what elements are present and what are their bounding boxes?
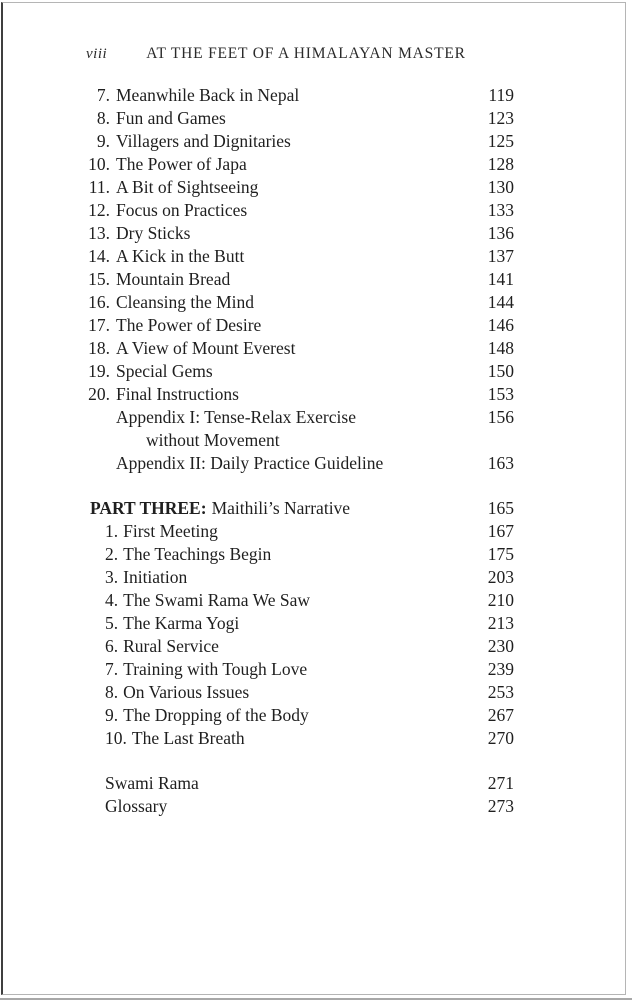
- chapter-title: Fun and Games: [116, 108, 226, 128]
- toc-entry: [84, 291, 514, 314]
- chapter-page: 210: [487, 590, 514, 610]
- toc-part-heading: [84, 497, 514, 520]
- chapter-title: Villagers and Dignitaries: [116, 131, 291, 151]
- toc-entry: [84, 84, 514, 107]
- chapter-title: A Bit of Sightseeing: [116, 177, 259, 197]
- toc-entry: [84, 268, 514, 291]
- toc-entry-appendix-1: [84, 406, 514, 429]
- appendix-title: Appendix I: Tense-Relax Exercise: [116, 407, 356, 427]
- toc-entry: [84, 658, 514, 681]
- chapter-number: 11.: [88, 177, 110, 197]
- chapter-number: 8.: [105, 682, 119, 702]
- chapter-number: 16.: [88, 292, 110, 312]
- backmatter-title: Swami Rama: [105, 773, 199, 793]
- chapter-number: 7.: [96, 85, 110, 105]
- toc-entry: [84, 635, 514, 658]
- chapter-number: 8.: [96, 108, 110, 128]
- toc-entry: [84, 153, 514, 176]
- chapter-title-text: The Last Breath: [131, 728, 245, 748]
- chapter-title: Meanwhile Back in Nepal: [116, 85, 300, 105]
- toc-entry-backmatter: [84, 772, 514, 795]
- chapter-title: [105, 566, 480, 589]
- part-title: Maithili’s Narrative: [211, 498, 351, 518]
- chapter-title: The Power of Desire: [116, 315, 262, 335]
- chapter-page: 144: [487, 292, 514, 312]
- chapter-title-text: On Various Issues: [123, 682, 250, 702]
- chapter-page: 137: [487, 246, 514, 266]
- chapter-number: 4.: [105, 590, 119, 610]
- chapter-number: 10.: [88, 154, 110, 174]
- chapter-number: 18.: [88, 338, 110, 358]
- chapter-title: Dry Sticks: [116, 223, 191, 243]
- toc-entry: [84, 383, 514, 406]
- chapter-page: 125: [487, 131, 514, 151]
- toc-entry: [84, 681, 514, 704]
- toc-entry: [84, 520, 514, 543]
- backmatter-page: 271: [487, 773, 514, 793]
- chapter-page: 128: [487, 154, 514, 174]
- chapter-number: 7.: [105, 659, 119, 679]
- chapter-title-text: The Karma Yogi: [123, 613, 240, 633]
- appendix-page: 156: [487, 407, 514, 427]
- chapter-page: 119: [488, 85, 514, 105]
- chapter-number: 12.: [88, 200, 110, 220]
- toc-entry: [84, 589, 514, 612]
- toc-entry: [84, 727, 514, 750]
- appendix-title-continuation: without Movement: [146, 430, 280, 450]
- chapter-number: 5.: [105, 613, 119, 633]
- chapter-page: 123: [487, 108, 514, 128]
- chapter-number: 17.: [88, 315, 110, 335]
- chapter-page: 267: [487, 705, 514, 725]
- chapter-title: Mountain Bread: [116, 269, 231, 289]
- chapter-page: 203: [487, 567, 514, 587]
- backmatter-title: Glossary: [105, 796, 168, 816]
- chapter-page: 133: [487, 200, 514, 220]
- chapter-page: 270: [487, 728, 514, 748]
- chapter-title-text: The Dropping of the Body: [123, 705, 309, 725]
- table-of-contents: [84, 84, 514, 818]
- toc-entry: [84, 543, 514, 566]
- chapter-title: Final Instructions: [116, 384, 239, 404]
- chapter-title: A Kick in the Butt: [116, 246, 245, 266]
- appendix-title: Appendix II: Daily Practice Guideline: [116, 453, 384, 473]
- toc-entry-continuation: [84, 429, 514, 452]
- chapter-page: 150: [487, 361, 514, 381]
- chapter-title: [105, 612, 480, 635]
- chapter-page: 148: [487, 338, 514, 358]
- toc-entry-backmatter: [84, 795, 514, 818]
- chapter-title-text: The Swami Rama We Saw: [123, 590, 310, 610]
- toc-entry: [84, 612, 514, 635]
- chapter-title: [105, 727, 480, 750]
- chapter-page: 136: [487, 223, 514, 243]
- chapter-page: 153: [487, 384, 514, 404]
- toc-entry: [84, 704, 514, 727]
- toc-entry: [84, 130, 514, 153]
- chapter-number: 9.: [96, 131, 110, 151]
- chapter-title: A View of Mount Everest: [116, 338, 296, 358]
- section-gap: [84, 750, 514, 772]
- chapter-page: 175: [487, 544, 514, 564]
- chapter-number: 10.: [105, 728, 127, 748]
- chapter-title: [105, 681, 480, 704]
- chapter-title: The Power of Japa: [116, 154, 247, 174]
- toc-entry: [84, 222, 514, 245]
- chapter-page: 239: [487, 659, 514, 679]
- chapter-title: [105, 543, 480, 566]
- appendix-page: 163: [487, 453, 514, 473]
- chapter-title-text: The Teachings Begin: [123, 544, 272, 564]
- chapter-page: 230: [487, 636, 514, 656]
- chapter-number: 6.: [105, 636, 119, 656]
- section-gap: [84, 475, 514, 497]
- chapter-number: 1.: [105, 521, 119, 541]
- chapter-title: [105, 589, 480, 612]
- chapter-number: 3.: [105, 567, 119, 587]
- toc-entry: [84, 360, 514, 383]
- chapter-number: 14.: [88, 246, 110, 266]
- chapter-number: 20.: [88, 384, 110, 404]
- toc-entry: [84, 199, 514, 222]
- chapter-number: 9.: [105, 705, 119, 725]
- chapter-title: Special Gems: [116, 361, 213, 381]
- toc-entry: [84, 176, 514, 199]
- chapter-number: 15.: [88, 269, 110, 289]
- chapter-title: [105, 635, 480, 658]
- chapter-page: 167: [487, 521, 514, 541]
- part-heading-text: [90, 497, 480, 520]
- part-label: PART THREE:: [90, 498, 207, 518]
- chapter-page: 130: [487, 177, 514, 197]
- toc-entry: [84, 245, 514, 268]
- toc-entry: [84, 337, 514, 360]
- chapter-number: 2.: [105, 544, 119, 564]
- toc-entry: [84, 566, 514, 589]
- toc-entry-appendix-2: [84, 452, 514, 475]
- chapter-title: [105, 704, 480, 727]
- toc-entry: [84, 314, 514, 337]
- chapter-title: [105, 658, 480, 681]
- chapter-title: Focus on Practices: [116, 200, 248, 220]
- backmatter-page: 273: [487, 796, 514, 816]
- chapter-number: 19.: [88, 361, 110, 381]
- page-number-folio: viii: [86, 46, 108, 62]
- chapter-title-text: Initiation: [123, 567, 188, 587]
- chapter-page: 141: [487, 269, 514, 289]
- chapter-page: 213: [487, 613, 514, 633]
- chapter-title: Cleansing the Mind: [116, 292, 255, 312]
- chapter-page: 146: [487, 315, 514, 335]
- chapter-number: 13.: [88, 223, 110, 243]
- chapter-title-text: First Meeting: [123, 521, 218, 541]
- toc-entry: [84, 107, 514, 130]
- chapter-page: 253: [487, 682, 514, 702]
- part-page: 165: [487, 498, 514, 518]
- chapter-title: [105, 520, 480, 543]
- running-header-title: AT THE FEET OF A HIMALAYAN MASTER: [146, 45, 466, 62]
- chapter-title-text: Rural Service: [123, 636, 219, 656]
- chapter-title-text: Training with Tough Love: [123, 659, 308, 679]
